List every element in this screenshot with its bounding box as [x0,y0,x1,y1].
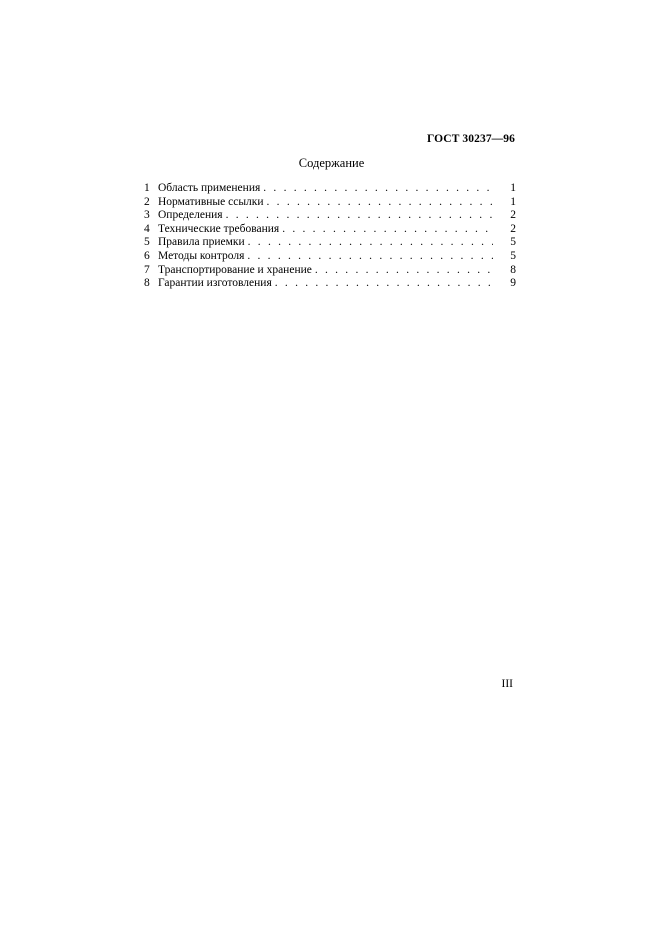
toc-entry-label: Правила приемки [158,236,245,249]
toc-title-text: Содержание [298,156,365,170]
toc-entry-7 [144,264,516,278]
toc-entry-label: Методы контроля [158,249,245,262]
toc-dot-leader [267,196,493,210]
toc-dot-leader [282,223,493,237]
toc-entry-label: Технические требования [158,222,280,235]
toc-entry-6 [144,250,516,264]
toc-entry-number: 3 [144,209,150,222]
toc-entry-label: Нормативные ссылки [158,195,264,208]
toc-entry-number: 5 [144,236,150,249]
toc-entry-label: Область применения [158,182,261,194]
toc-entry-number: 6 [144,249,150,262]
toc-dot-leader [226,209,493,223]
toc-entry-4 [144,223,516,237]
toc-entry-page: 8 [510,263,516,276]
toc-entry-number: 7 [144,263,150,276]
toc-dot-leader [248,236,493,250]
toc-entry-label: Определения [158,209,223,222]
toc-entry-page: 9 [510,277,516,290]
toc-entry-label: Гарантии изготовления [158,277,272,290]
toc-entry-page: 1 [510,195,516,208]
toc-entry-number: 4 [144,222,150,235]
document-code: ГОСТ 30237—96 [426,133,515,145]
toc-entry-label: Транспортирование и хранение [158,263,312,276]
toc-entry-1 [144,182,516,196]
page-number: III [501,678,513,690]
toc-entry-3 [144,209,516,223]
toc-entry-page: 5 [510,236,516,249]
toc-entry-page: 2 [510,222,516,235]
toc-entry-page: 2 [510,209,516,222]
toc-entry-page: 1 [510,182,516,194]
toc-dot-leader [275,277,493,291]
toc-entry-number: 1 [144,182,150,194]
toc-title [0,156,661,171]
toc-entry-page: 5 [510,249,516,262]
toc-entry-number: 2 [144,195,150,208]
table-of-contents [144,182,516,291]
toc-entry-2 [144,196,516,210]
toc-dot-leader [263,182,493,196]
toc-entry-8 [144,277,516,291]
toc-entry-5 [144,236,516,250]
toc-dot-leader [247,250,493,264]
toc-dot-leader [315,264,493,278]
toc-entry-number: 8 [144,277,150,290]
